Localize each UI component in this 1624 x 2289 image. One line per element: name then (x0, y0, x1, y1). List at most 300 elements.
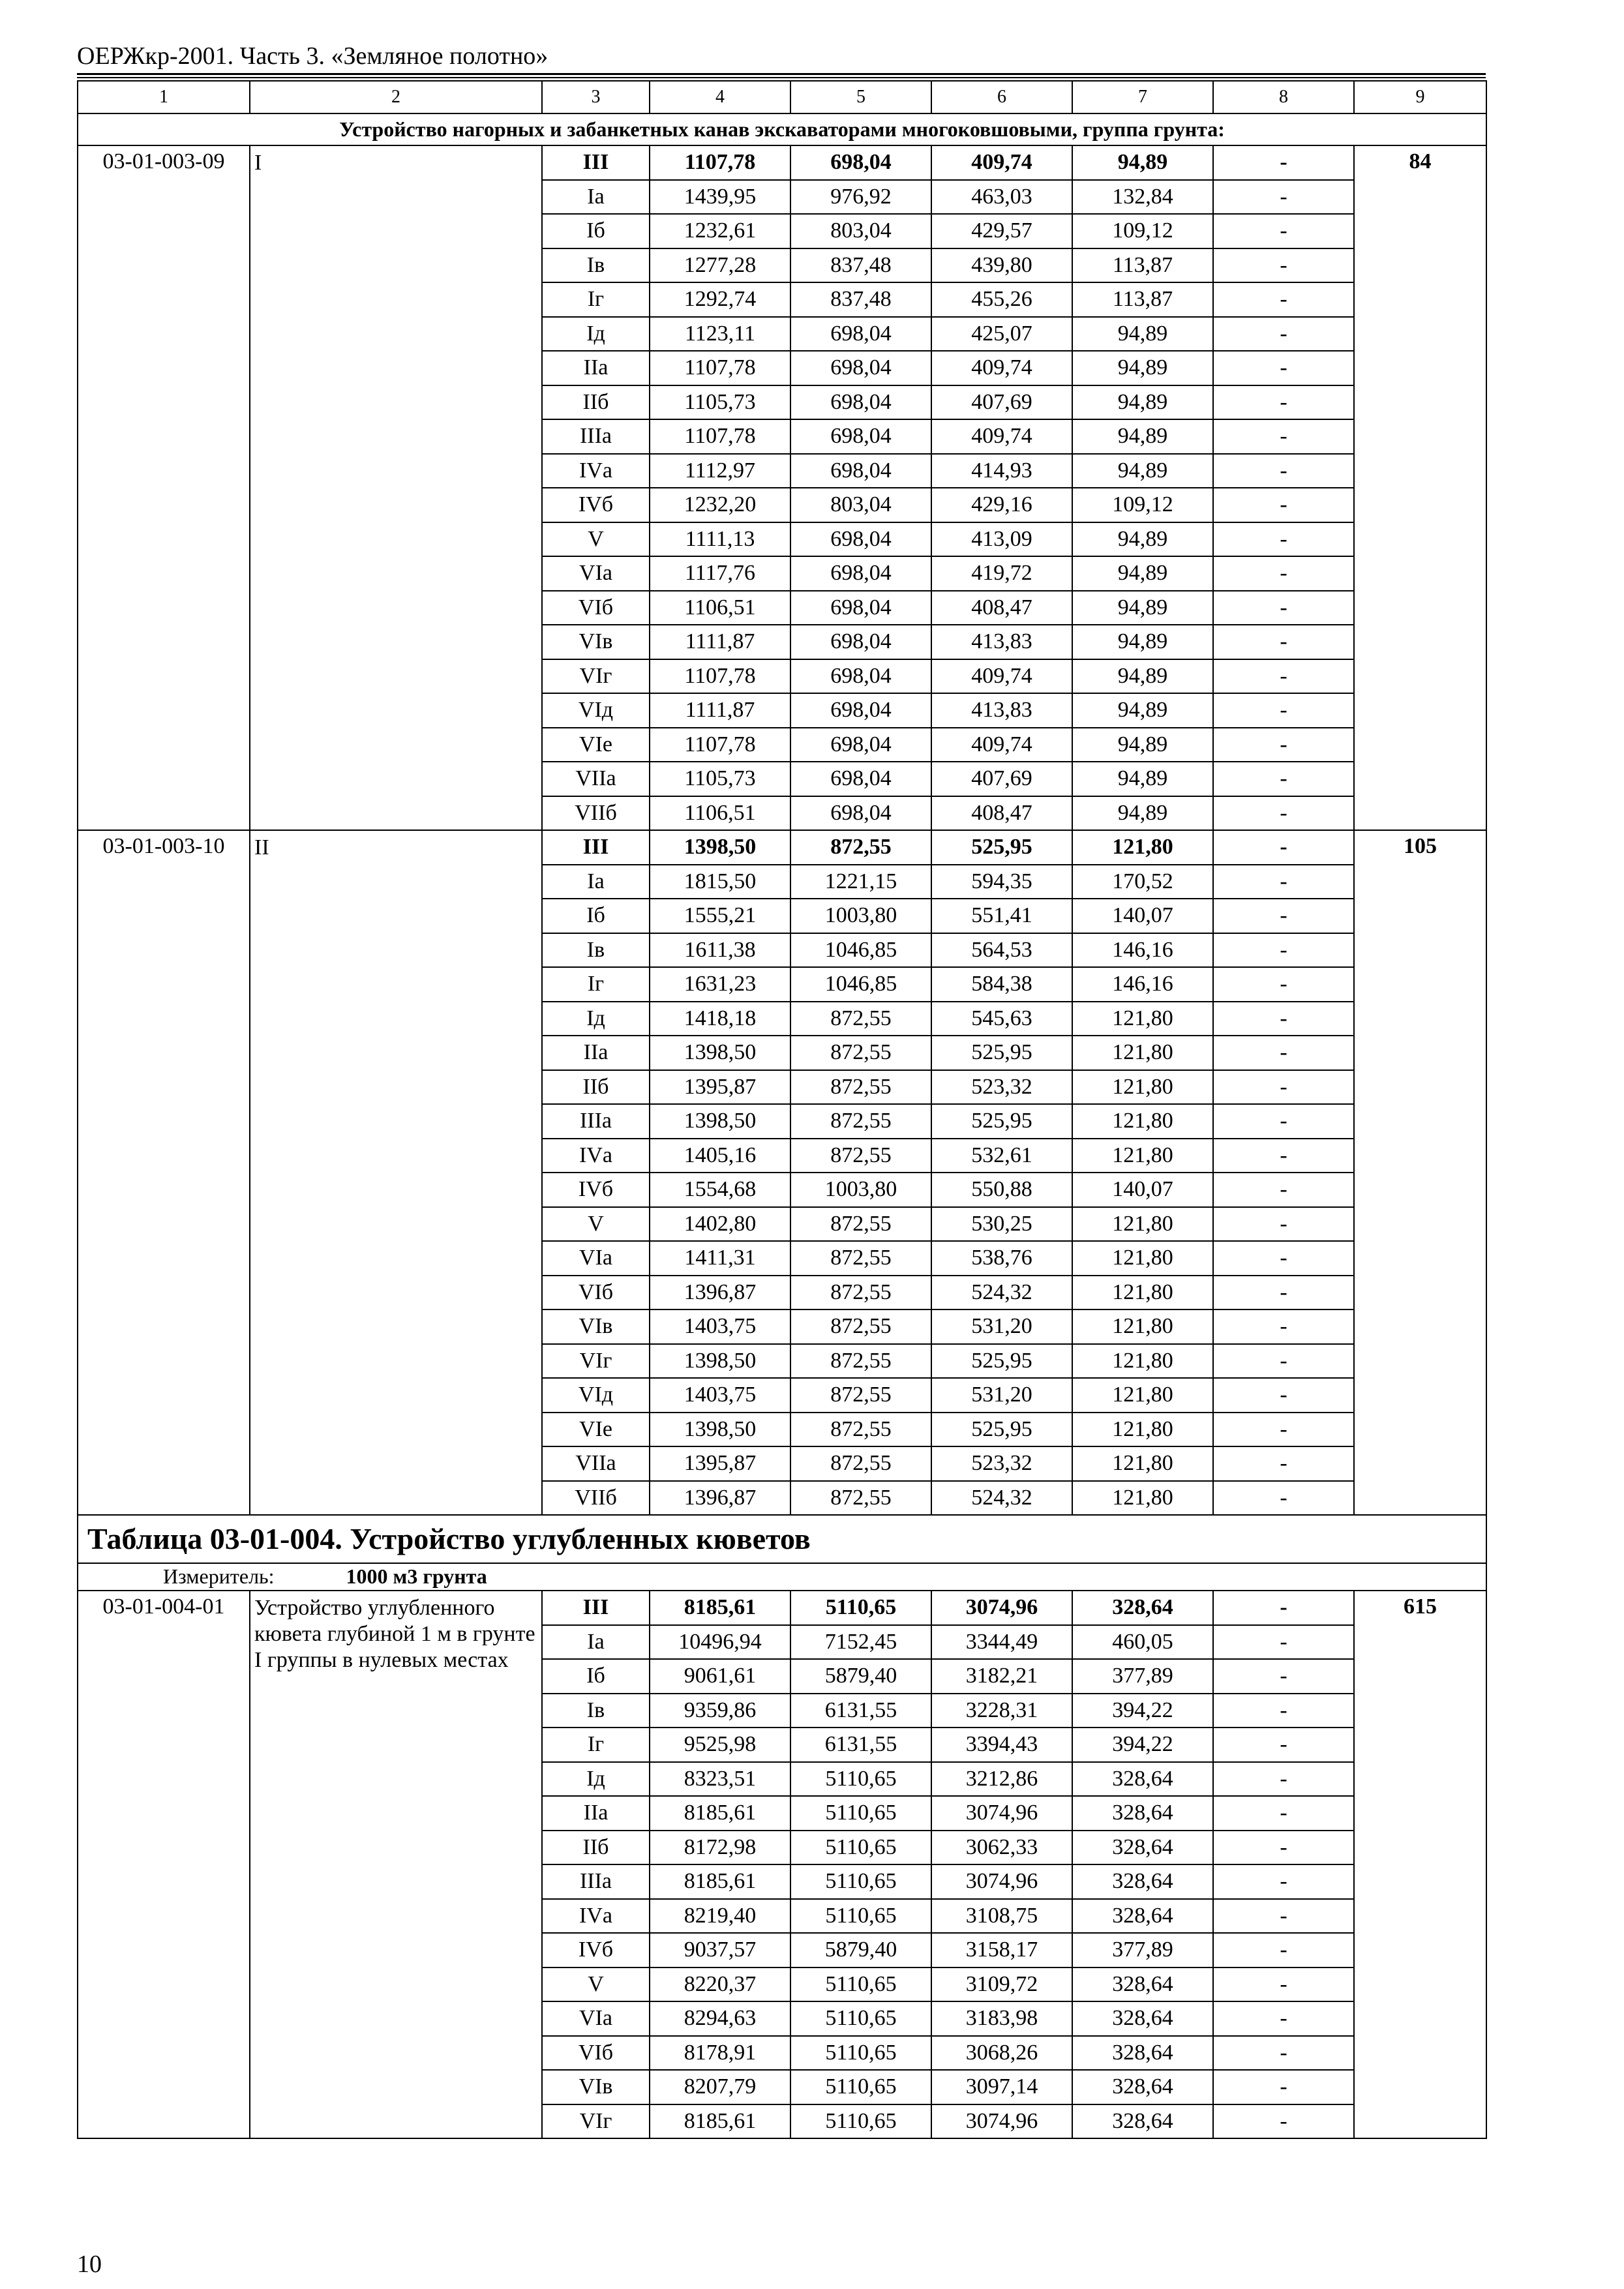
table-cell: - (1213, 282, 1354, 317)
table-cell: 1107,78 (650, 145, 790, 180)
table-cell: 94,89 (1072, 625, 1213, 659)
table-cell: 439,80 (931, 248, 1072, 283)
table-cell: 1111,87 (650, 693, 790, 728)
table-cell: 132,84 (1072, 180, 1213, 215)
table-cell: 1106,51 (650, 591, 790, 625)
table-cell: 429,16 (931, 488, 1072, 522)
table-cell: - (1213, 967, 1354, 1002)
table-cell: 3182,21 (931, 1659, 1072, 1694)
table-cell: 1398,50 (650, 1413, 790, 1447)
table-cell: 594,35 (931, 865, 1072, 899)
table-cell: 121,80 (1072, 1139, 1213, 1173)
table-cell: - (1213, 1694, 1354, 1728)
table-cell: VIа (542, 2001, 650, 2036)
table-cell: 1003,80 (790, 1173, 931, 1207)
column-number-cell: 7 (1072, 81, 1213, 113)
table-cell: 5110,65 (790, 1967, 931, 2002)
table-cell: - (1213, 1796, 1354, 1831)
table-cell: 377,89 (1072, 1933, 1213, 1967)
table-cell: 5110,65 (790, 2070, 931, 2104)
table-cell: VIг (542, 2104, 650, 2139)
table-cell: 414,93 (931, 454, 1072, 488)
table-cell: 1046,85 (790, 933, 931, 968)
table-cell: 3344,49 (931, 1625, 1072, 1660)
table-cell: 8323,51 (650, 1762, 790, 1797)
table-cell: 6131,55 (790, 1694, 931, 1728)
table-cell: 121,80 (1072, 1002, 1213, 1036)
table-cell: 328,64 (1072, 1591, 1213, 1625)
rate-code-cell: 03-01-003-10 (78, 830, 250, 1515)
table-cell: 5879,40 (790, 1933, 931, 1967)
table-cell: 872,55 (790, 1481, 931, 1516)
table-cell: - (1213, 385, 1354, 420)
table-cell: 121,80 (1072, 1378, 1213, 1413)
table-cell: 5110,65 (790, 1899, 931, 1934)
table-cell: - (1213, 1967, 1354, 2002)
running-head: ОЕРЖкр-2001. Часть 3. «Земляное полотно» (77, 42, 549, 70)
table-cell: 1398,50 (650, 1344, 790, 1379)
table-cell: 429,57 (931, 214, 1072, 248)
table-cell: 377,89 (1072, 1659, 1213, 1694)
table-cell: 121,80 (1072, 1276, 1213, 1310)
table-cell: IIа (542, 351, 650, 385)
table-cell: 698,04 (790, 591, 931, 625)
table-cell: 551,41 (931, 899, 1072, 933)
table-cell: 94,89 (1072, 419, 1213, 454)
table-cell: 425,07 (931, 317, 1072, 352)
table-cell: Iг (542, 282, 650, 317)
table-cell: - (1213, 145, 1354, 180)
table-cell: 94,89 (1072, 762, 1213, 796)
table-cell: Iв (542, 933, 650, 968)
table-cell: 1232,20 (650, 488, 790, 522)
table-cell: 121,80 (1072, 1241, 1213, 1276)
table-cell: - (1213, 1276, 1354, 1310)
table-cell: 584,38 (931, 967, 1072, 1002)
table-cell: 698,04 (790, 796, 931, 831)
table-cell: 872,55 (790, 1276, 931, 1310)
table-cell: 698,04 (790, 693, 931, 728)
table-cell: 550,88 (931, 1173, 1072, 1207)
table-cell: 328,64 (1072, 1831, 1213, 1865)
labor-cell: 84 (1354, 145, 1486, 830)
table-cell: 1396,87 (650, 1276, 790, 1310)
table-cell: 698,04 (790, 659, 931, 694)
table-cell: 9359,86 (650, 1694, 790, 1728)
table-cell: 140,07 (1072, 899, 1213, 933)
table-cell: 463,03 (931, 180, 1072, 215)
table-cell: Iа (542, 1625, 650, 1660)
table-cell: - (1213, 1036, 1354, 1070)
table-cell: 1418,18 (650, 1002, 790, 1036)
table-cell: 698,04 (790, 454, 931, 488)
table-cell: 1123,11 (650, 317, 790, 352)
rates-table (77, 80, 1487, 2139)
table-cell: 525,95 (931, 1104, 1072, 1139)
table-cell: 94,89 (1072, 385, 1213, 420)
table-cell: 5110,65 (790, 1796, 931, 1831)
table-cell: 523,32 (931, 1070, 1072, 1105)
table-cell: 413,83 (931, 693, 1072, 728)
table-cell: - (1213, 1413, 1354, 1447)
table-cell: 121,80 (1072, 1104, 1213, 1139)
table-cell: 121,80 (1072, 1344, 1213, 1379)
table-cell: - (1213, 933, 1354, 968)
table-cell: VIа (542, 1241, 650, 1276)
table-cell: 698,04 (790, 625, 931, 659)
table-cell: - (1213, 1933, 1354, 1967)
table-cell: - (1213, 591, 1354, 625)
table-cell: 1405,16 (650, 1139, 790, 1173)
table-cell: VIг (542, 1344, 650, 1379)
table-cell: 394,22 (1072, 1694, 1213, 1728)
table-title-row (78, 1515, 1486, 1563)
table-cell: 8172,98 (650, 1831, 790, 1865)
rate-code-cell: 03-01-004-01 (78, 1591, 250, 2138)
table-cell: 3074,96 (931, 1591, 1072, 1625)
table-cell: 3109,72 (931, 1967, 1072, 2002)
table-cell: 3394,43 (931, 1728, 1072, 1762)
table-cell: 698,04 (790, 556, 931, 591)
table-cell: 94,89 (1072, 522, 1213, 557)
table-cell: 413,09 (931, 522, 1072, 557)
table-cell: 872,55 (790, 1241, 931, 1276)
table-cell: III (542, 1591, 650, 1625)
table-cell: 94,89 (1072, 556, 1213, 591)
table-cell: 408,47 (931, 796, 1072, 831)
table-cell: 1403,75 (650, 1309, 790, 1344)
table-cell: 531,20 (931, 1378, 1072, 1413)
table-cell: - (1213, 1446, 1354, 1481)
table-cell: 3062,33 (931, 1831, 1072, 1865)
table-cell: 698,04 (790, 145, 931, 180)
table-cell: - (1213, 728, 1354, 762)
table-cell: 5110,65 (790, 1864, 931, 1899)
table-cell: VIе (542, 1413, 650, 1447)
table-cell: Iв (542, 1694, 650, 1728)
table-cell: 1105,73 (650, 385, 790, 420)
table-cell: - (1213, 1762, 1354, 1797)
table-cell: 525,95 (931, 1344, 1072, 1379)
table-cell: 698,04 (790, 762, 931, 796)
table-cell: Iа (542, 180, 650, 215)
measure-row (78, 1563, 1486, 1591)
table-cell: 803,04 (790, 488, 931, 522)
table-cell: 121,80 (1072, 1070, 1213, 1105)
table-cell: IIIа (542, 419, 650, 454)
table-cell: - (1213, 2070, 1354, 2104)
table-cell: 94,89 (1072, 659, 1213, 694)
table-cell: 872,55 (790, 1309, 931, 1344)
table-cell: 872,55 (790, 1446, 931, 1481)
table-cell: 698,04 (790, 728, 931, 762)
header-rule (77, 77, 1486, 78)
table-cell: 94,89 (1072, 728, 1213, 762)
table-cell: 872,55 (790, 830, 931, 865)
table-cell: 837,48 (790, 248, 931, 283)
table-cell: - (1213, 454, 1354, 488)
table-cell: - (1213, 351, 1354, 385)
table-cell: IVб (542, 488, 650, 522)
table-cell: Iб (542, 899, 650, 933)
table-cell: Iд (542, 1762, 650, 1797)
table-cell: 409,74 (931, 728, 1072, 762)
table-cell: 1106,51 (650, 796, 790, 831)
table-cell: 1221,15 (790, 865, 931, 899)
table-cell: - (1213, 1139, 1354, 1173)
table-cell: - (1213, 522, 1354, 557)
table-cell: 1105,73 (650, 762, 790, 796)
table-cell: VIе (542, 728, 650, 762)
table-cell: 872,55 (790, 1104, 931, 1139)
table-cell: - (1213, 1002, 1354, 1036)
table-cell: - (1213, 1864, 1354, 1899)
table-cell: VIIб (542, 1481, 650, 1516)
table-cell: 328,64 (1072, 2104, 1213, 2139)
table-cell: 9037,57 (650, 1933, 790, 1967)
table-cell: 8185,61 (650, 1591, 790, 1625)
table-cell: Iг (542, 967, 650, 1002)
table-cell: - (1213, 1591, 1354, 1625)
table-cell: 1396,87 (650, 1481, 790, 1516)
table-cell: 803,04 (790, 214, 931, 248)
table-cell: - (1213, 762, 1354, 796)
table-cell: 837,48 (790, 282, 931, 317)
table-cell: 525,95 (931, 830, 1072, 865)
table-cell: 8219,40 (650, 1899, 790, 1934)
labor-cell: 615 (1354, 1591, 1486, 2138)
table-cell: - (1213, 1659, 1354, 1694)
table-cell: 3068,26 (931, 2036, 1072, 2071)
table-title: Таблица 03-01-004. Устройство углубленных кюветов (78, 1515, 1486, 1563)
table-cell: - (1213, 1378, 1354, 1413)
table-cell: - (1213, 214, 1354, 248)
table-cell: 328,64 (1072, 1796, 1213, 1831)
rate-description-cell: I (250, 145, 542, 830)
table-cell: - (1213, 248, 1354, 283)
table-cell: 409,74 (931, 145, 1072, 180)
table-cell: IIIа (542, 1864, 650, 1899)
table-cell: 1398,50 (650, 1104, 790, 1139)
table-cell: 525,95 (931, 1413, 1072, 1447)
table-cell: - (1213, 1728, 1354, 1762)
table-cell: - (1213, 180, 1354, 215)
table-cell: 524,32 (931, 1481, 1072, 1516)
table-cell: - (1213, 488, 1354, 522)
table-cell: 394,22 (1072, 1728, 1213, 1762)
table-cell: 121,80 (1072, 1309, 1213, 1344)
table-cell: - (1213, 1831, 1354, 1865)
table-cell: 872,55 (790, 1344, 931, 1379)
page-number: 10 (77, 2251, 102, 2278)
table-cell: IVа (542, 1139, 650, 1173)
table-cell: 5879,40 (790, 1659, 931, 1694)
table-row (78, 830, 1486, 865)
table-cell: 1111,87 (650, 625, 790, 659)
table-cell: - (1213, 693, 1354, 728)
table-cell: 121,80 (1072, 1446, 1213, 1481)
table-cell: 419,72 (931, 556, 1072, 591)
table-cell: VIIб (542, 796, 650, 831)
table-cell: 538,76 (931, 1241, 1072, 1276)
table-cell: 6131,55 (790, 1728, 931, 1762)
table-cell: 94,89 (1072, 796, 1213, 831)
table-row (78, 145, 1486, 180)
table-cell: VIIа (542, 762, 650, 796)
table-cell: - (1213, 1241, 1354, 1276)
table-cell: 8294,63 (650, 2001, 790, 2036)
table-cell: 872,55 (790, 1139, 931, 1173)
table-cell: 1117,76 (650, 556, 790, 591)
table-cell: 113,87 (1072, 282, 1213, 317)
table-cell: 8185,61 (650, 1864, 790, 1899)
table-cell: 94,89 (1072, 145, 1213, 180)
table-cell: 328,64 (1072, 1864, 1213, 1899)
table-cell: 1398,50 (650, 1036, 790, 1070)
table-cell: 94,89 (1072, 351, 1213, 385)
table-cell: IIа (542, 1036, 650, 1070)
table-cell: 1402,80 (650, 1207, 790, 1242)
table-cell: 1631,23 (650, 967, 790, 1002)
table-cell: 698,04 (790, 419, 931, 454)
table-cell: IIб (542, 1070, 650, 1105)
measure-value: 1000 м3 грунта (346, 1564, 487, 1589)
table-cell: III (542, 830, 650, 865)
table-cell: 524,32 (931, 1276, 1072, 1310)
table-cell: 3183,98 (931, 2001, 1072, 2036)
section-title-row (78, 113, 1486, 145)
header-rule (77, 73, 1486, 75)
table-cell: 872,55 (790, 1207, 931, 1242)
table-cell: 460,05 (1072, 1625, 1213, 1660)
column-number-cell: 9 (1354, 81, 1486, 113)
table-cell: - (1213, 659, 1354, 694)
table-cell: VIв (542, 2070, 650, 2104)
table-cell: 7152,45 (790, 1625, 931, 1660)
table-cell: 525,95 (931, 1036, 1072, 1070)
table-cell: VIг (542, 659, 650, 694)
column-number-cell: 4 (650, 81, 790, 113)
measure-label: Измеритель: (163, 1564, 275, 1589)
table-cell: 455,26 (931, 282, 1072, 317)
table-cell: 8185,61 (650, 2104, 790, 2139)
table-cell: 1111,13 (650, 522, 790, 557)
table-cell: V (542, 1967, 650, 2002)
table-cell: - (1213, 1899, 1354, 1934)
table-cell: VIв (542, 625, 650, 659)
table-cell: 1107,78 (650, 351, 790, 385)
table-cell: 872,55 (790, 1070, 931, 1105)
table-cell: 328,64 (1072, 2036, 1213, 2071)
table-cell: 94,89 (1072, 317, 1213, 352)
table-cell: VIб (542, 591, 650, 625)
table-cell: IVб (542, 1933, 650, 1967)
table-cell: 3074,96 (931, 2104, 1072, 2139)
table-cell: 3108,75 (931, 1899, 1072, 1934)
table-cell: 1411,31 (650, 1241, 790, 1276)
table-cell: 523,32 (931, 1446, 1072, 1481)
table-cell: 328,64 (1072, 2001, 1213, 2036)
table-cell: 146,16 (1072, 967, 1213, 1002)
table-cell: 113,87 (1072, 248, 1213, 283)
table-cell: III (542, 145, 650, 180)
column-number-cell: 5 (790, 81, 931, 113)
table-cell: 1107,78 (650, 728, 790, 762)
table-cell: 1395,87 (650, 1446, 790, 1481)
table-cell: 545,63 (931, 1002, 1072, 1036)
table-cell: V (542, 522, 650, 557)
table-cell: 1277,28 (650, 248, 790, 283)
table-cell: VIд (542, 693, 650, 728)
table-cell: 121,80 (1072, 1413, 1213, 1447)
table-cell: 121,80 (1072, 1207, 1213, 1242)
table-cell: 1232,61 (650, 214, 790, 248)
table-cell: 170,52 (1072, 865, 1213, 899)
table-cell: - (1213, 1344, 1354, 1379)
table-cell: 1107,78 (650, 419, 790, 454)
table-cell: 3212,86 (931, 1762, 1072, 1797)
table-cell: 872,55 (790, 1002, 931, 1036)
column-number-cell: 3 (542, 81, 650, 113)
table-cell: 698,04 (790, 522, 931, 557)
table-cell: 3097,14 (931, 2070, 1072, 2104)
table-cell: 5110,65 (790, 2001, 931, 2036)
table-cell: 3228,31 (931, 1694, 1072, 1728)
table-cell: - (1213, 830, 1354, 865)
table-cell: 409,74 (931, 351, 1072, 385)
table-cell: 698,04 (790, 351, 931, 385)
table-cell: 5110,65 (790, 1831, 931, 1865)
table-cell: Iа (542, 865, 650, 899)
table-cell: IIб (542, 385, 650, 420)
table-cell: 1292,74 (650, 282, 790, 317)
table-cell: 328,64 (1072, 1967, 1213, 2002)
table-cell: IIIа (542, 1104, 650, 1139)
table-cell: 564,53 (931, 933, 1072, 968)
table-cell: - (1213, 1173, 1354, 1207)
table-cell: - (1213, 1207, 1354, 1242)
table-cell: 1439,95 (650, 180, 790, 215)
table-cell: 1046,85 (790, 967, 931, 1002)
column-number-cell: 6 (931, 81, 1072, 113)
table-cell: 1555,21 (650, 899, 790, 933)
table-cell: 1112,97 (650, 454, 790, 488)
column-number-row (78, 81, 1486, 113)
table-cell: - (1213, 1625, 1354, 1660)
table-cell: Iб (542, 214, 650, 248)
column-number-cell: 2 (250, 81, 542, 113)
table-cell: 3074,96 (931, 1796, 1072, 1831)
table-cell: - (1213, 2104, 1354, 2139)
table-cell: 872,55 (790, 1378, 931, 1413)
table-cell: 146,16 (1072, 933, 1213, 968)
table-cell: 1398,50 (650, 830, 790, 865)
table-cell: VIд (542, 1378, 650, 1413)
table-row (78, 1591, 1486, 1625)
measure-cell (78, 1563, 1486, 1591)
rate-description-cell: II (250, 830, 542, 1515)
table-cell: 121,80 (1072, 830, 1213, 865)
table-cell: IVа (542, 454, 650, 488)
table-cell: 109,12 (1072, 214, 1213, 248)
rate-code-cell: 03-01-003-09 (78, 145, 250, 830)
table-cell: 976,92 (790, 180, 931, 215)
section-title: Устройство нагорных и забанкетных канав экскаваторами многоковшовыми, группа грунта: (78, 113, 1486, 145)
table-cell: 328,64 (1072, 1899, 1213, 1934)
table-cell: - (1213, 317, 1354, 352)
table-cell: - (1213, 2001, 1354, 2036)
table-cell: 121,80 (1072, 1036, 1213, 1070)
